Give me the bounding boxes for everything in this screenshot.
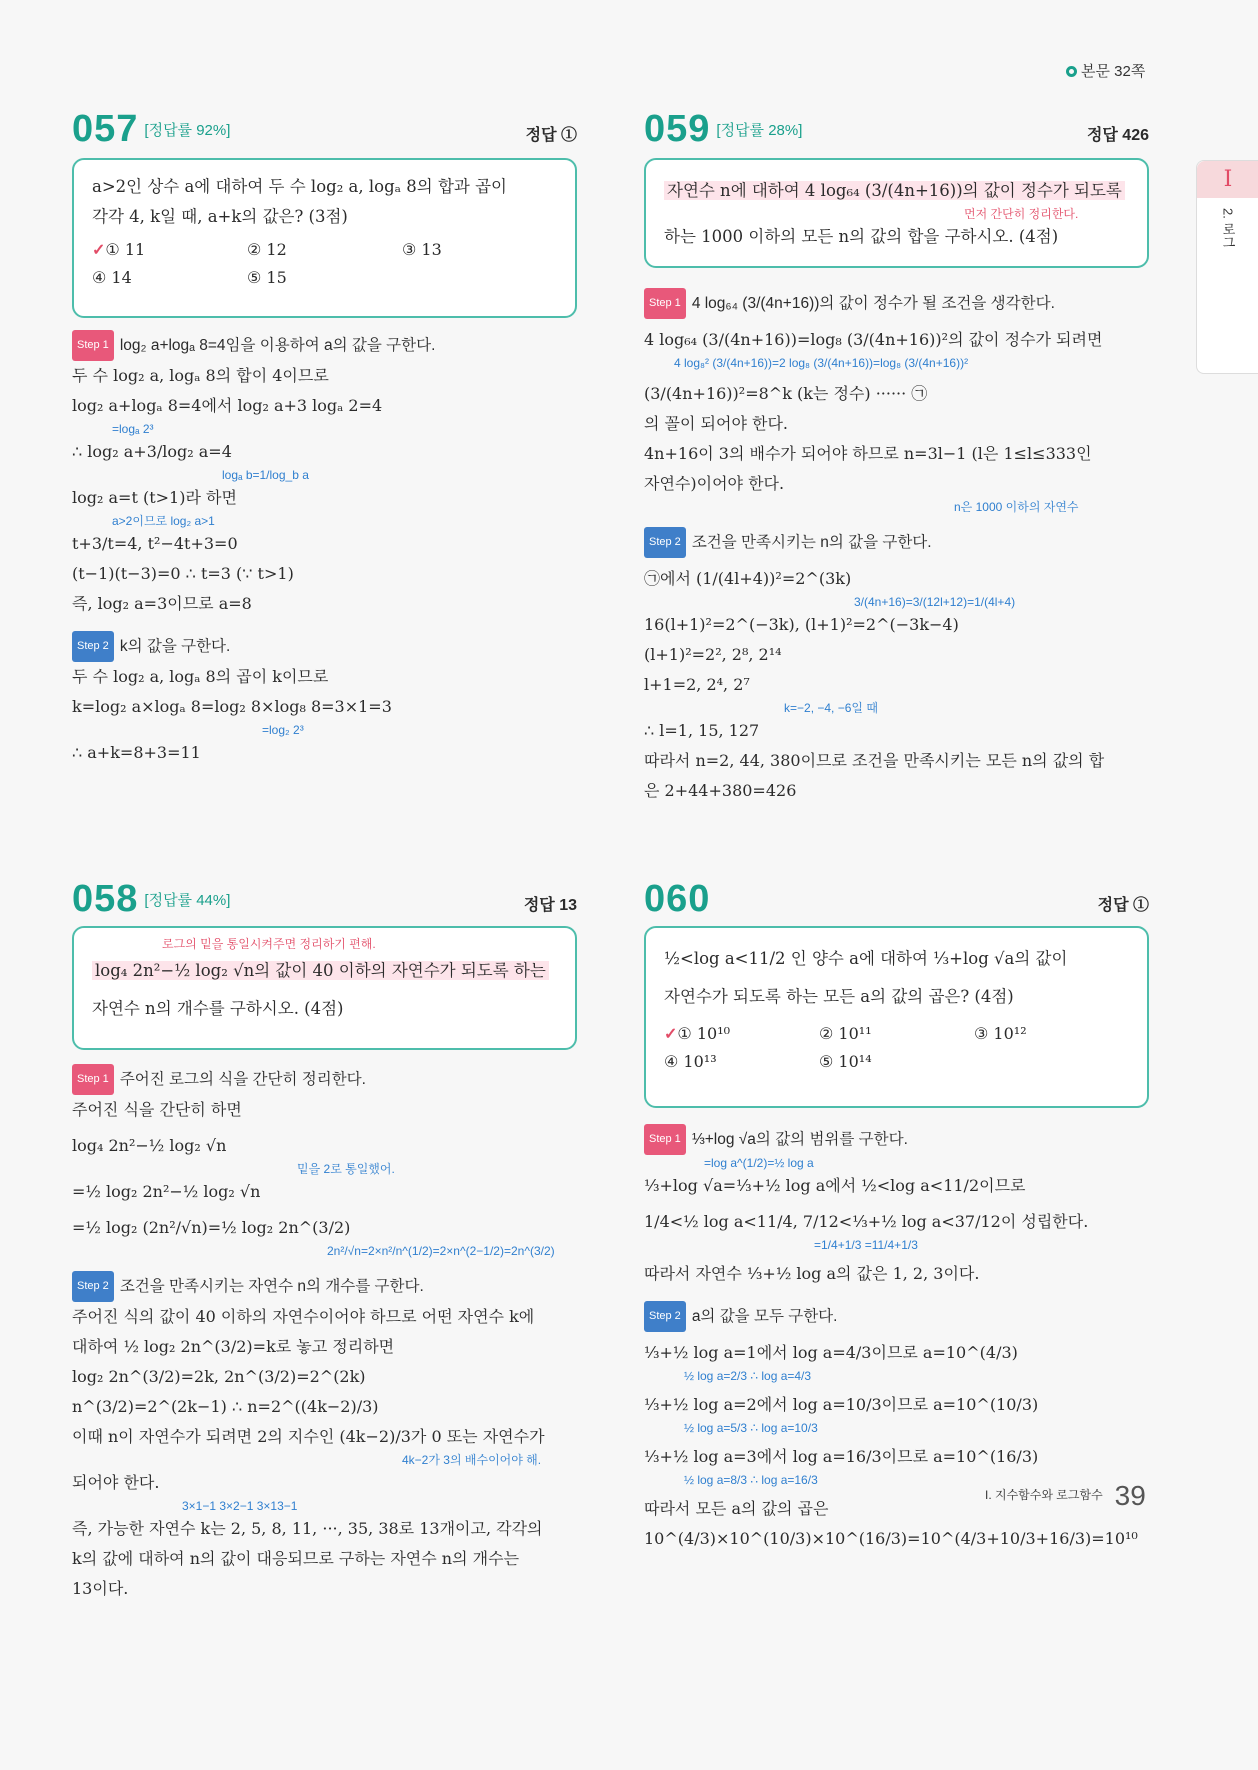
problem-header — [72, 878, 577, 922]
choice-5[interactable]: ⑤ 10¹⁴ — [819, 1052, 872, 1071]
step-1: Step 1 주어진 로그의 식을 간단히 정리한다. 주어진 식을 간단히 하면 log₄ 2n²−½ log₂ √n 밑을 2로 통일했어. =½ log₂ 2n²−½ log₂ √n =½ log₂ (2n²/√n)=½ log₂ 2n^(3/2) 2n²/√n=2×n²/n^(1/2)=2×n^(2−1/2)=2n^(3/2) — [72, 1064, 577, 1259]
step-title: 조건을 만족시키는 n의 값을 구한다. — [691, 534, 932, 551]
choice-4[interactable]: ④ 10¹³ — [664, 1052, 717, 1071]
chapter-side-tab[interactable] — [1196, 160, 1258, 374]
step-title: 조건을 만족시키는 자연수 n의 개수를 구한다. — [119, 1278, 424, 1295]
answer: 정답 426 — [1086, 127, 1149, 144]
annotation: ½ log a=8/3 ∴ log a=16/3 — [684, 1473, 818, 1487]
answer: 정답 13 — [523, 897, 577, 914]
question-line: 자연수가 되도록 하는 모든 a의 값의 곱은? (4점) — [664, 987, 1014, 1006]
page-number: 39 — [1114, 1480, 1146, 1511]
step-title: k의 값을 구한다. — [119, 638, 231, 655]
problem-060 — [644, 878, 1149, 1554]
step-title: 4 log₆₄ (3/(4n+16))의 값이 정수가 될 조건을 생각한다. — [691, 295, 1055, 312]
step-2: Step 2 조건을 만족시키는 자연수 n의 개수를 구한다. 주어진 식의 값이 40 이하의 자연수이어야 하므로 어떤 자연수 k에 대하여 ½ log₂ 2n^(3/2)=k로 놓고 정리하면 log₂ 2n^(3/2)=2k, 2n^(3/2)=2^(2k) n^(3/2)=2^(2k−1) ∴ n=2^((4k−2)/3) 이때 n이 자연수가 되려면 2의 지수인 (4k−2)/3가 0 또는 자연수가 4k−2가 3의 배수이어야 해. 되어야 한다. 3×1−1 3×2−1 3×13−1 즉, 가능한 자연수 k는 2, 5, 8, 11, ···, 35, 38로 13개이고, 각각의 k의 값에 대하여 n의 값이 대응되므로 구하는 자연수 n의 개수는 13이다. — [72, 1271, 577, 1604]
question-box — [72, 158, 577, 318]
annotation: ½ log a=2/3 ∴ log a=4/3 — [684, 1369, 812, 1383]
problem-057 — [72, 108, 577, 768]
question-line: 각각 4, k일 때, a+k의 값은? (3점) — [92, 207, 348, 226]
choices — [664, 1020, 1129, 1076]
annotation: 4k−2가 3의 배수이어야 해. — [402, 1453, 542, 1467]
problem-number: 060 — [644, 878, 711, 920]
choice-3[interactable]: ③ 10¹² — [974, 1024, 1027, 1043]
step-title: log₂ a+logₐ 8=4임을 이용하여 a의 값을 구한다. — [119, 337, 436, 354]
chapter-title: I. 지수함수와 로그함수 — [985, 1488, 1103, 1502]
annotation: 3×1−1 3×2−1 3×13−1 — [182, 1499, 298, 1513]
step-2: Step 2 조건을 만족시키는 n의 값을 구한다. ㉠에서 (1/(4l+4))²=2^(3k) 3/(4n+16)=3/(12l+12)=1/(4l+4) 16(l+1)²=2^(−3k), (l+1)²=2^(−3k−4) (l+1)²=2², 2⁸, 2¹⁴ l+1=2, 2⁴, 2⁷ k=−2, −4, −6일 때 ∴ l=1, 15, 127 따라서 n=2, 44, 380이므로 조건을 만족시키는 모든 n의 값의 합 은 2+44+380=426 — [644, 527, 1149, 806]
annotation: 2n²/√n=2×n²/n^(1/2)=2×n^(2−1/2)=2n^(3/2) — [327, 1244, 555, 1258]
problem-058 — [72, 878, 577, 1604]
annotation: 3/(4n+16)=3/(12l+12)=1/(4l+4) — [854, 595, 1016, 609]
step-tag: Step 2 — [72, 1271, 114, 1302]
answer: 정답 ① — [1097, 897, 1149, 914]
question-line: 하는 1000 이하의 모든 n의 값의 합을 구하시오. (4점) — [664, 227, 1059, 246]
step-title: ⅓+log √a의 값의 범위를 구한다. — [691, 1131, 908, 1148]
annotation: ½ log a=5/3 ∴ log a=10/3 — [684, 1421, 818, 1435]
question-box — [644, 926, 1149, 1108]
question-line: a>2인 상수 a에 대하여 두 수 log₂ a, logₐ 8의 합과 곱이 — [92, 177, 507, 196]
question-line: 자연수 n의 개수를 구하시오. (4점) — [92, 999, 344, 1018]
step-1: Step 1 log₂ a+logₐ 8=4임을 이용하여 a의 값을 구한다. 두 수 log₂ a, logₐ 8의 합이 4이므로 log₂ a+logₐ 8=4에서 log₂ a+3 logₐ 2=4 =logₐ 2³ ∴ log₂ a+3/log₂ a=4 logₐ b=1/log_b a log₂ a=t (t>1)라 하면 a>2이므로 log₂ a>1 t+3/t=4, t²−4t+3=0 (t−1)(t−3)=0 ∴ t=3 (∵ t>1) 즉, log₂ a=3이므로 a=8 — [72, 330, 577, 619]
step-tag: Step 2 — [72, 631, 114, 662]
question-box — [644, 158, 1149, 268]
answer: 정답 ① — [525, 127, 577, 144]
problem-header — [644, 878, 1149, 922]
question-line: 자연수 n에 대하여 4 log₆₄ (3/(4n+16))의 값이 정수가 되도록 — [664, 176, 1129, 206]
step-title: a의 값을 모두 구한다. — [691, 1308, 838, 1325]
annotation: =log₂ 2³ — [262, 723, 304, 737]
step-tag: Step 1 — [72, 1064, 114, 1095]
chapter-roman: I — [1197, 161, 1258, 198]
accuracy-rate: [정답률 92%] — [144, 122, 231, 139]
annotation: 로그의 밑을 통일시켜주면 정리하기 편해. — [162, 937, 376, 951]
question-line: log₄ 2n²−½ log₂ √n의 값이 40 이하의 자연수가 되도록 하는 — [92, 956, 557, 986]
step-title: 주어진 로그의 식을 간단히 정리한다. — [119, 1071, 366, 1088]
problem-header — [72, 108, 577, 152]
accuracy-rate: [정답률 44%] — [144, 892, 231, 909]
choice-3[interactable]: ③ 13 — [402, 240, 442, 259]
step-tag: Step 1 — [644, 1124, 686, 1155]
step-tag: Step 1 — [644, 288, 686, 319]
annotation: =log a^(1/2)=½ log a — [704, 1156, 814, 1170]
annotation: n은 1000 이하의 자연수 — [954, 500, 1079, 514]
accuracy-rate: [정답률 28%] — [716, 122, 803, 139]
annotation: k=−2, −4, −6일 때 — [784, 701, 878, 715]
choice-5[interactable]: ⑤ 15 — [247, 268, 287, 287]
question-box — [72, 926, 577, 1050]
check-icon: ✓ — [92, 240, 106, 259]
check-icon: ✓ — [664, 1024, 678, 1043]
step-tag: Step 1 — [72, 330, 114, 361]
annotation: 4 log₈² (3/(4n+16))=2 log₈ (3/(4n+16))=log₈ (3/(4n+16))² — [674, 356, 969, 370]
page-footer — [985, 1480, 1146, 1512]
annotation: =1/4+1/3 =11/4+1/3 — [814, 1238, 918, 1252]
annotation: logₐ b=1/log_b a — [222, 468, 309, 482]
annotation: 먼저 간단히 정리한다. — [964, 207, 1079, 221]
problem-number: 057 — [72, 108, 139, 150]
step-2: Step 2 a의 값을 모두 구한다. ⅓+½ log a=1에서 log a=4/3이므로 a=10^(4/3) ½ log a=2/3 ∴ log a=4/3 ⅓+½ log a=2에서 log a=10/3이므로 a=10^(10/3) ½ log a=5/3 ∴ log a=10/3 ⅓+½ log a=3에서 log a=16/3이므로 a=10^(16/3) ½ log a=8/3 ∴ log a=16/3 따라서 모든 a의 값의 곱은 10^(4/3)×10^(10/3)×10^(16/3)=10^(4/3+10/3+16/3)=10¹⁰ — [644, 1301, 1149, 1554]
step-tag: Step 2 — [644, 1301, 686, 1332]
question-line: ½<log a<11/2 인 양수 a에 대하여 ⅓+log √a의 값이 — [664, 949, 1068, 968]
step-2: Step 2 k의 값을 구한다. 두 수 log₂ a, logₐ 8의 곱이 k이므로 k=log₂ a×logₐ 8=log₂ 8×log₈ 8=3×1=3 =log₂ 2³ ∴ a+k=8+3=11 — [72, 631, 577, 768]
step-1: Step 1 ⅓+log √a의 값의 범위를 구한다. =log a^(1/2)=½ log a ⅓+log √a=⅓+½ log a에서 ½<log a<11/2이므로 1/4<½ log a<11/4, 7/12<⅓+½ log a<37/12이 성립한다. =1/4+1/3 =11/4+1/3 따라서 자연수 ⅓+½ log a의 값은 1, 2, 3이다. — [644, 1124, 1149, 1289]
chapter-label: 2. 로그 — [1220, 208, 1236, 249]
problem-header — [644, 108, 1149, 152]
choice-1[interactable]: ✓① 11 — [92, 240, 146, 259]
problem-number: 058 — [72, 878, 139, 920]
choices — [92, 236, 557, 292]
annotation: a>2이므로 log₂ a>1 — [112, 514, 215, 528]
circle-icon — [1066, 66, 1077, 77]
annotation: =logₐ 2³ — [112, 422, 154, 436]
problem-059 — [644, 108, 1149, 806]
reference-note: 본문 32쪽 — [1066, 60, 1145, 81]
step-1: Step 1 4 log₆₄ (3/(4n+16))의 값이 정수가 될 조건을 생각한다. 4 log₆₄ (3/(4n+16))=log₈ (3/(4n+16))²의 값이 정수가 되려면 4 log₈² (3/(4n+16))=2 log₈ (3/(4n+16))=log₈ (3/(4n+16))² (3/(4n+16))²=8^k (k는 정수) ······ ㉠ 의 꼴이 되어야 한다. 4n+16이 3의 배수가 되어야 하므로 n=3l−1 (l은 1≤l≤333인 자연수)이어야 한다. n은 1000 이하의 자연수 — [644, 288, 1149, 515]
annotation: 밑을 2로 통일했어. — [297, 1162, 395, 1176]
choice-2[interactable]: ② 12 — [247, 240, 287, 259]
step-tag: Step 2 — [644, 527, 686, 558]
choice-4[interactable]: ④ 14 — [92, 268, 132, 287]
choice-1[interactable]: ✓① 10¹⁰ — [664, 1024, 731, 1043]
problem-number: 059 — [644, 108, 711, 150]
choice-2[interactable]: ② 10¹¹ — [819, 1024, 872, 1043]
